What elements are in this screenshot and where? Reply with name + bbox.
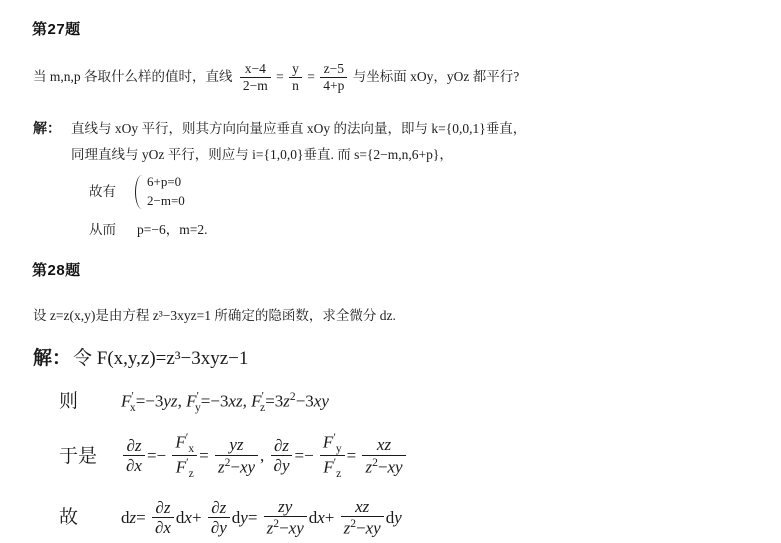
frac-xz-z2xy-2	[341, 497, 384, 539]
frac-den: 2−m	[242, 77, 268, 93]
frac-num: z−5	[320, 61, 347, 78]
step-3-content: dz= $\frac{\partial z}{\partial x}$ dx+ $\frac{\partial z}{\partial y}$ dy= $\frac{zy}{z^2-xy}$ dx+ $\frac{xz}{z^2-xy}$ dy	[121, 496, 402, 538]
problem-27-prefix: 当 m,n,p 各取什么样的值时，直线	[33, 69, 233, 85]
question-27-heading: 第27题	[32, 21, 81, 38]
frac-xz-z2xy	[362, 435, 405, 477]
step-2-content: $\frac{\partial z}{\partial x}$ =− $\frac{F'_x}{F'_z}$ = $\frac{yz}{z^2-xy}$ , $\frac{\partial z}{\partial y}$ =− $\frac{F'_y}{F'_z}$ = $\frac{xz}{z^2-xy}$	[121, 432, 408, 482]
problem-28-text	[33, 308, 396, 323]
frac-num: ∂z	[208, 498, 230, 519]
problem-28-body: 设 z=z(x,y)是由方程 z³−3xyz=1 所确定的隐函数，求全微分 dz.	[33, 308, 396, 323]
question-28-problem	[33, 305, 733, 327]
frac-num: y	[289, 61, 302, 78]
equals-sign-2: =	[307, 69, 315, 85]
fraction-z5-4p	[320, 61, 347, 93]
frac-num: xz	[362, 435, 405, 456]
question-28-solution	[33, 345, 773, 539]
frac-num: x−4	[240, 61, 271, 78]
solution-28-intro: 令 F(x,y,z)=z³−3xyz−1	[73, 348, 249, 369]
partial-z-partial-y	[271, 436, 293, 476]
solution-27-line-2: 同理直线与 yOz 平行，则应与 i={1,0,0}垂直. 而 s={2−m,n,6+p}，	[71, 146, 453, 162]
solution-27-line-4-label: 从而	[89, 221, 116, 237]
solution-27-line-3-label: 故有	[89, 184, 116, 200]
solution-27-line-4-value: p=−6，m=2.	[137, 221, 208, 237]
frac-den: $z^2-xy$	[343, 517, 381, 538]
frac-num: yz	[215, 435, 258, 456]
solution-27-label: 解：	[33, 122, 61, 137]
frac-num: $F'_y$	[320, 431, 345, 456]
frac-num: xz	[341, 497, 384, 518]
question-27-problem	[33, 62, 733, 94]
frac-num: ∂z	[271, 436, 293, 457]
problem-27-suffix: 与坐标面 xOy，yOz 都平行?	[352, 69, 520, 85]
frac-den: 4+p	[323, 77, 345, 93]
system-of-equations-brace	[133, 173, 185, 211]
question-28-heading: 第28题	[32, 262, 81, 279]
frac-num: $F'_x$	[172, 431, 197, 456]
frac-den: ∂y	[273, 456, 290, 476]
frac-den: $z^2-xy$	[365, 455, 403, 477]
fraction-x4-2m	[240, 61, 271, 93]
partial-z-partial-x	[123, 436, 145, 476]
question-27-solution	[33, 118, 733, 240]
equals-sign-1: =	[276, 69, 284, 85]
frac-zy-z2xy	[264, 497, 307, 539]
fraction-y-n	[289, 61, 302, 93]
partial-z-partial-x-2	[152, 498, 174, 538]
frac-Fx-Fz	[172, 431, 197, 481]
brace-equation-2: 2−m=0	[147, 193, 185, 209]
frac-den: $F'_z$	[175, 456, 194, 481]
frac-den: $F'_z$	[323, 456, 342, 481]
step-1-content: $F'_x=-3yz$, $F'_y=-3xz$, $F'_z=3z^2-3xy$	[121, 389, 329, 414]
frac-den: $z^2-xy$	[217, 455, 256, 477]
solution-27-line-1: 直线与 xOy 平行，则其方向向量应垂直 xOy 的法向量，即与 k={0,0,1}垂直，	[71, 121, 527, 136]
solution-28-label: 解：	[33, 348, 72, 369]
frac-den: ∂x	[154, 518, 171, 538]
frac-num: zy	[264, 497, 307, 518]
step-3-label: 故	[59, 507, 79, 529]
partial-z-partial-y-2	[208, 498, 230, 538]
frac-den: ∂y	[210, 518, 227, 538]
frac-den: ∂x	[126, 456, 142, 476]
frac-den: n	[292, 77, 299, 93]
frac-yz-z2xy	[215, 435, 258, 477]
frac-num: ∂z	[152, 498, 174, 519]
frac-den: $z^2-xy$	[266, 517, 304, 538]
frac-Fy-Fz	[320, 431, 345, 481]
step-2-label: 于是	[59, 445, 98, 467]
brace-equation-1: 6+p=0	[147, 174, 182, 190]
frac-num: ∂z	[123, 436, 145, 457]
step-1-label: 则	[59, 390, 79, 412]
